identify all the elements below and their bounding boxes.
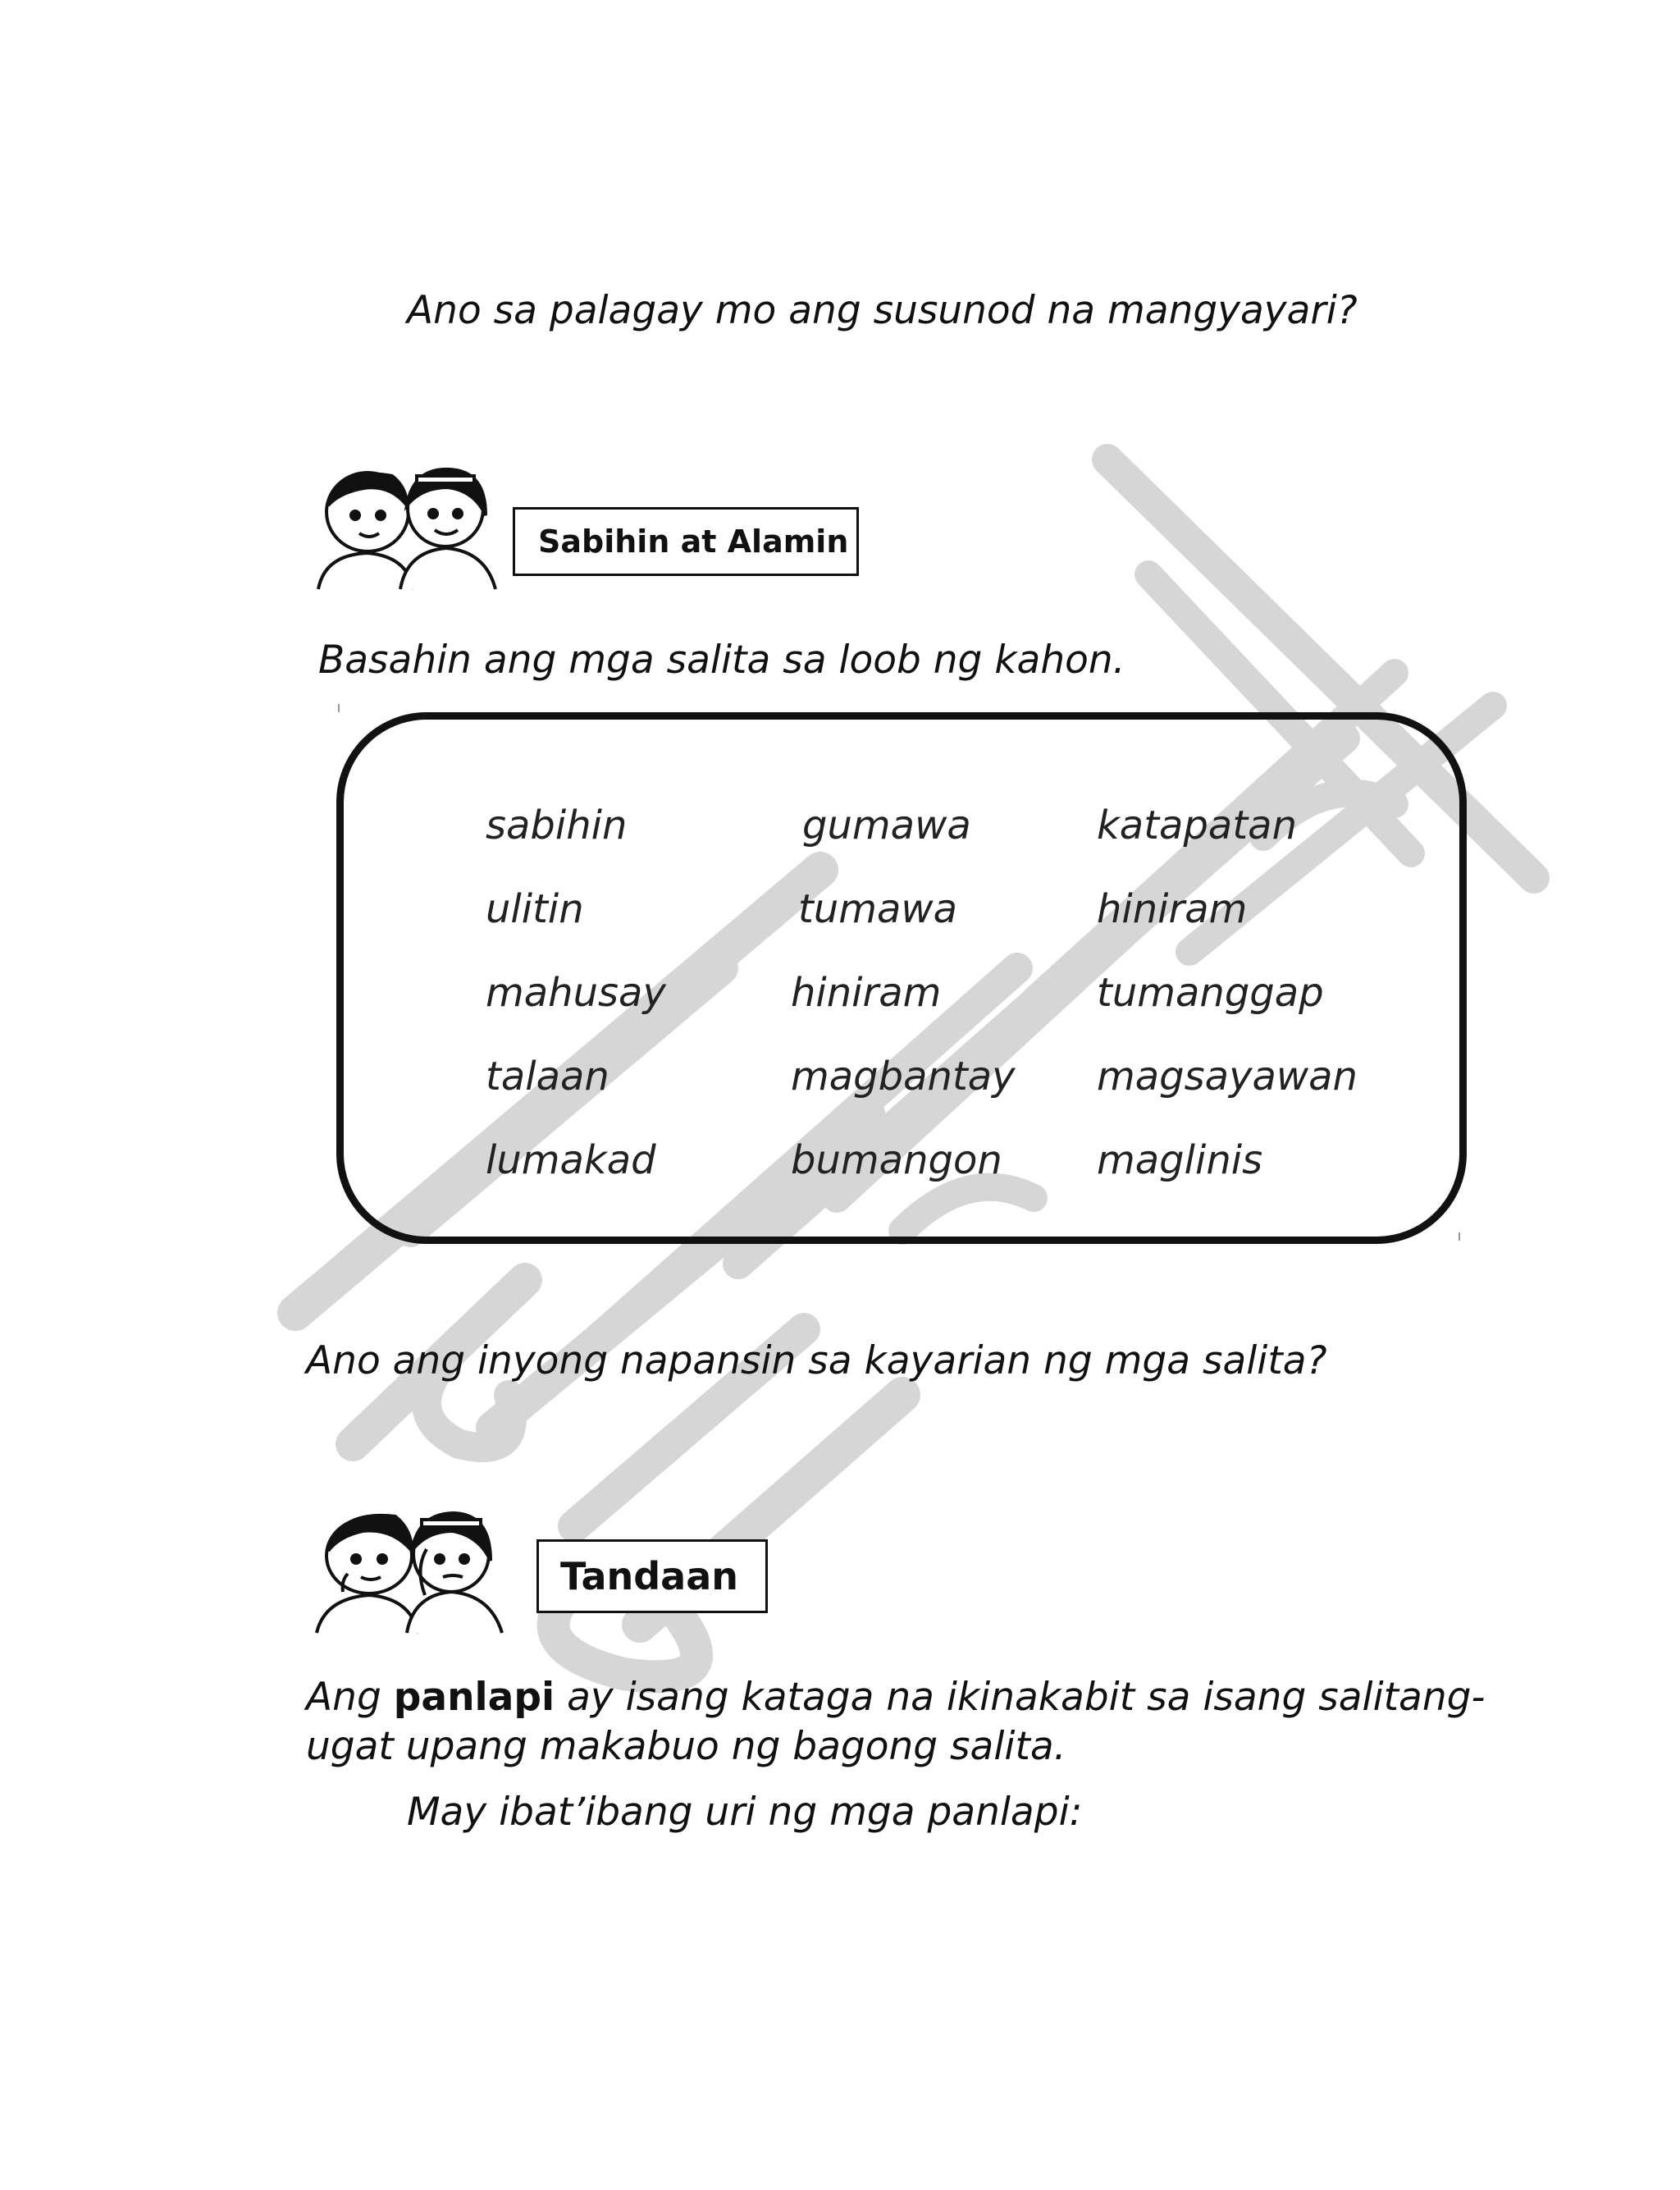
word-item: hiniram bbox=[791, 970, 942, 1016]
word-item: maglinis bbox=[1097, 1137, 1263, 1183]
word-item: magbantay bbox=[791, 1054, 1016, 1100]
word-item: talaan bbox=[486, 1054, 609, 1100]
definition-line-2: ugat upang makabuo ng bagong salita. bbox=[306, 1724, 1066, 1769]
word-item: tumawa bbox=[798, 886, 958, 932]
word-item: bumangon bbox=[791, 1137, 1002, 1183]
instruction-text: Basahin ang mga salita sa loob ng kahon. bbox=[318, 638, 1125, 683]
two-kids-talking-icon bbox=[310, 458, 505, 591]
question-observe: Ano ang inyong napansin sa kayarian ng mga salita? bbox=[306, 1338, 1327, 1383]
word-item: ulitin bbox=[486, 886, 584, 932]
word-item: hiniram bbox=[1097, 886, 1248, 932]
word-item: sabihin bbox=[486, 802, 628, 848]
definition-rest: ay isang kataga na ikinakabit sa isang salitang- bbox=[555, 1675, 1486, 1720]
section-label-sabihin bbox=[513, 507, 859, 576]
section-label-tandaan bbox=[536, 1539, 768, 1613]
word-item: tumanggap bbox=[1097, 970, 1324, 1016]
corner-mark-top bbox=[338, 704, 340, 712]
section-label-text: Sabihin at Alamin bbox=[538, 523, 849, 560]
definition-prefix: Ang bbox=[306, 1675, 394, 1720]
word-item: gumawa bbox=[802, 802, 971, 848]
definition-line-1 bbox=[306, 1674, 1485, 1722]
corner-mark-bottom bbox=[1459, 1232, 1460, 1241]
question-next: Ano sa palagay mo ang susunod na mangyayari? bbox=[407, 288, 1358, 333]
definition-term: panlapi bbox=[393, 1675, 555, 1720]
word-item: lumakad bbox=[486, 1137, 656, 1183]
word-item: katapatan bbox=[1097, 802, 1297, 848]
types-intro: May ibat’ibang uri ng mga panlapi: bbox=[407, 1790, 1083, 1835]
word-item: magsayawan bbox=[1097, 1054, 1358, 1100]
two-kids-thinking-icon bbox=[310, 1503, 514, 1634]
word-item: mahusay bbox=[486, 970, 666, 1016]
section-label-text: Tandaan bbox=[560, 1554, 738, 1598]
